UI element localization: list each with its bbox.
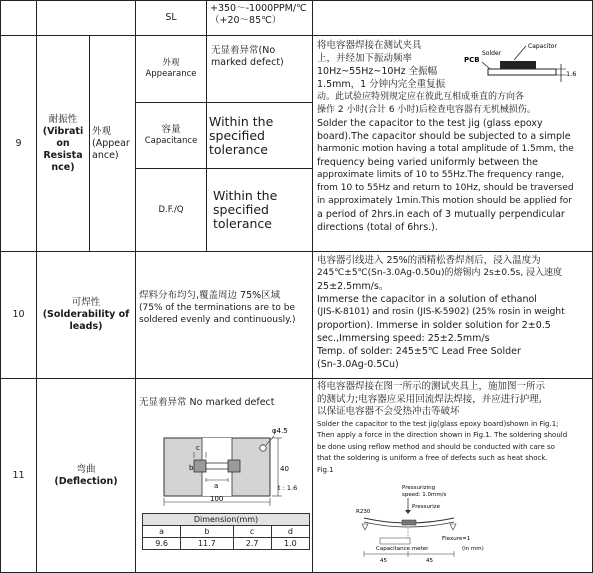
- method-text-cn: 操作 2 小时(合计 6 小时)后检查电容器有无机械损伤。: [317, 105, 536, 115]
- span-45-right-label: 45: [426, 558, 433, 564]
- test-item-en: (Solderability of: [42, 309, 130, 320]
- speed-label: speed: 1.0mm/s: [402, 492, 447, 498]
- right-pad: [228, 460, 240, 472]
- method-text-en: Solder the capacitor to the test jig(glass epoxy board)shown in Fig.1;: [317, 419, 559, 428]
- test-item-en: (Vibrati: [42, 125, 84, 137]
- solderability-requirement-en: (75% of the terminations are to be: [139, 303, 295, 313]
- solder-label: Solder: [482, 50, 502, 57]
- pcb-label: PCB: [464, 56, 480, 64]
- col-divider: [206, 0, 207, 252]
- row-number-text: 11: [12, 469, 25, 481]
- solderability-test-method: [314, 252, 592, 378]
- deflection-requirement: [139, 397, 311, 411]
- method-text-cn: 电容器引线进入 25%的酒精松香焊剂后，浸入温度为: [317, 255, 541, 266]
- test-item: [37, 36, 89, 251]
- capacitance-requirement-line: Within the: [209, 113, 274, 129]
- left-pad: [194, 460, 206, 472]
- test-group-en: ance): [92, 149, 119, 161]
- method-text-cn: 的测试力;电容器应采用回流焊法焊接，并应进行护理,: [317, 393, 542, 405]
- deflection-setup-figure: [350, 480, 500, 568]
- deflection-jig-drawing: [150, 414, 312, 510]
- row-number-text: 10: [12, 309, 25, 320]
- method-text-en: harmonic motion having a total amplitude of 1.5mm, the: [317, 144, 574, 154]
- dim-c-label: c: [196, 444, 200, 452]
- dimension-value: 9.6: [143, 538, 181, 550]
- solderability-requirement-cn: 焊料分布均匀,覆盖周边 75%区域: [139, 290, 281, 301]
- test-group-cn: 外观: [92, 125, 112, 137]
- dimension-value: 11.7: [181, 538, 233, 550]
- method-text-cn: 25±2.5mm/s。: [317, 281, 389, 292]
- temp-char-label-text: SL: [165, 12, 177, 23]
- method-text-en: sec.,Immersing speed: 25±2.5mm/s: [317, 333, 490, 344]
- test-group: [92, 36, 135, 251]
- capacitance-meter-label: Capacitance meter: [376, 546, 429, 552]
- capacitance-requirement: [209, 104, 311, 167]
- method-text-en: that the soldering is uniform a free of defects such as heat shock.: [317, 454, 548, 462]
- hole-diameter-label: φ4.5: [272, 427, 288, 435]
- row-number: [1, 36, 36, 251]
- appearance-requirement: [211, 45, 311, 100]
- method-text-en: Then apply a force in the direction shown in Fig.1. The soldering should: [317, 431, 568, 439]
- solderability-requirement: [139, 290, 311, 340]
- capacitor-label: Capacitor: [528, 43, 557, 50]
- df-requirement-line: specified: [213, 202, 269, 217]
- method-text-en: a period of 2hrs.in each of 3 mutually perpendicular: [317, 209, 565, 220]
- df-label: [136, 169, 206, 251]
- method-text-cn: 10Hz~55Hz~10Hz 全振幅: [317, 66, 438, 77]
- r230-label: R230: [356, 509, 371, 515]
- test-item: [37, 379, 135, 572]
- dim-b-label: b: [189, 464, 194, 472]
- dimension-header: c: [233, 526, 271, 538]
- deflection-requirement-text: 无显着异常 No marked defect: [139, 397, 275, 408]
- method-text-cn: 将电容器焊接在测试夹具: [317, 40, 422, 51]
- method-text-en: approximate limits of 10 to 55Hz.The frequency range,: [317, 170, 565, 180]
- capacitance-requirement-line: tolerance: [209, 141, 268, 157]
- table-border-top: [0, 0, 593, 1]
- method-text-en: (JIS-K-8101) and rosin (JIS-K-5902) (25% rosin in weight: [317, 307, 565, 317]
- capacitance-label-en: Capacitance: [144, 136, 198, 146]
- appearance-label-en: Appearance: [145, 69, 197, 79]
- df-requirement-line: tolerance: [213, 216, 272, 231]
- thickness-label: t : 1.6: [278, 484, 298, 492]
- method-text-en: be done using reflow method and should be conducted with care so: [317, 442, 555, 451]
- test-item-en: (Deflection): [54, 475, 118, 487]
- dimension-header: d: [271, 526, 309, 538]
- method-text-en: in approximately 1min.This motion should be applied for: [317, 196, 573, 206]
- appearance-label-cn: 外观: [162, 58, 180, 68]
- appearance-requirement-line: 无显着异常(No: [211, 45, 276, 56]
- method-text-en: frequency being varied uniformly between the: [317, 157, 538, 168]
- capacitance-label-cn: 容量: [161, 124, 181, 135]
- col-divider: [312, 0, 313, 573]
- df-requirement: [213, 170, 311, 250]
- method-text-cn: 上，并经加下振动频率: [317, 53, 413, 64]
- test-item-en: Resista: [43, 149, 83, 161]
- temp-char-label: [137, 2, 205, 34]
- solderability-requirement-en: soldered evenly and continuously.): [139, 315, 296, 325]
- method-text-en: board).The capacitor should be subjected to a simple: [317, 131, 571, 142]
- method-text-en: from 10 to 55Hz and return to 10Hz, should be traversed: [317, 183, 574, 193]
- dimension-value: 2.7: [233, 538, 271, 550]
- method-text-cn: 动。此试验应特别规定应在彼此互相成垂直的方向各: [317, 92, 525, 102]
- flexure-label: Flexure=1: [442, 536, 471, 542]
- row-number: [1, 252, 36, 378]
- units-label: (in mm): [462, 546, 484, 552]
- capacitance-requirement-line: specified: [209, 127, 265, 143]
- pressurizing-label: Pressurizing: [402, 485, 436, 491]
- temp-char-value-line: （+20～85℃）: [210, 15, 282, 26]
- dim-a-label: a: [214, 482, 219, 490]
- df-requirement-line: Within the: [213, 188, 278, 203]
- method-text-cn: 以保证电容器不会受热冲击等破坏: [317, 406, 460, 417]
- test-item-en: leads): [69, 321, 103, 332]
- pressurize-label: Pressurize: [412, 504, 441, 510]
- temp-char-value-line: +350～-1000PPM/℃: [210, 3, 307, 14]
- test-item-cn: 可焊性: [71, 297, 101, 308]
- method-text-en: Immerse the capacitor in a solution of ethanol: [317, 294, 537, 305]
- method-text-cn: 245℃±5℃(Sn-3.0Ag-0.50u)的熔锡内 2s±0.5s, 浸入速度: [317, 268, 563, 278]
- method-text-cn: 将电容器焊接在图一所示的测试夹具上，施加图一所示: [317, 381, 546, 392]
- method-text-cn: 1.5mm，1 分钟内完全重复振: [317, 79, 446, 90]
- method-text-en: (Sn-3.0Ag-0.5Cu): [317, 359, 399, 370]
- row-number: [1, 379, 36, 572]
- test-item-en: on: [56, 137, 70, 149]
- dimension-table: [142, 513, 310, 550]
- dimension-value: 1.0: [271, 538, 309, 550]
- mounting-hole: [260, 445, 266, 451]
- dimension-table-title: Dimension(mm): [143, 514, 310, 526]
- test-item-en: nce): [51, 161, 75, 173]
- col-divider: [89, 35, 90, 252]
- pad-gap: [206, 463, 228, 469]
- df-label-text: D.F./Q: [158, 204, 184, 215]
- board-thickness-label: 1.6: [566, 70, 577, 78]
- appearance-requirement-line: marked defect): [211, 57, 284, 68]
- method-text-en: Solder the capacitor to the test jig (glass epoxy: [317, 118, 543, 129]
- method-text-en: directions (total of 6hrs.).: [317, 222, 438, 233]
- test-item: [37, 252, 135, 378]
- method-text-en: proportion). Immerse in solder solution for 2±0.5: [317, 320, 551, 331]
- height-40-label: 40: [280, 465, 289, 473]
- test-item-cn: 耐振性: [48, 113, 78, 125]
- dimension-header: b: [181, 526, 233, 538]
- vibration-jig-figure: [462, 38, 590, 84]
- width-100-label: 100: [210, 495, 224, 503]
- temp-char-value: [210, 3, 310, 35]
- figure-label: Fig.1: [317, 465, 334, 474]
- test-group-en: (Appear: [92, 137, 130, 149]
- span-45-left-label: 45: [380, 558, 387, 564]
- method-text-en: Temp. of solder: 245±5℃ Lead Free Solder: [317, 346, 521, 357]
- dimension-header: a: [143, 526, 181, 538]
- row-number-text: 9: [15, 137, 22, 149]
- test-item-cn: 弯曲: [76, 463, 96, 475]
- capacitance-label: [136, 103, 206, 168]
- appearance-label: [136, 36, 206, 102]
